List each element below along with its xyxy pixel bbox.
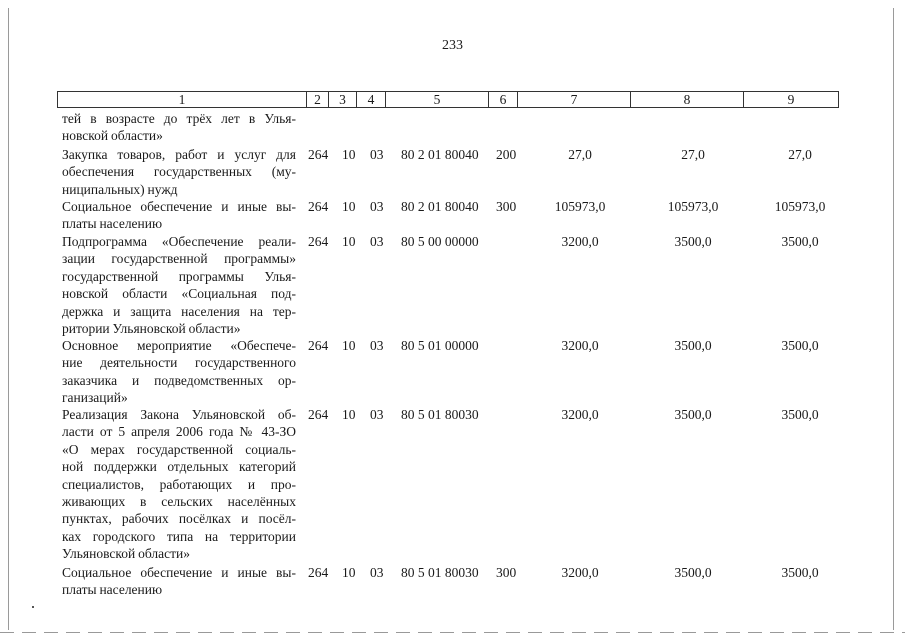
cell-c5: 80 5 01 80030 [401, 407, 479, 422]
description-line: Закупка товаров, работ и услуг для [62, 147, 296, 162]
description-line: ние деятельности государственного [62, 355, 296, 371]
bottom-edge [0, 632, 905, 633]
cell-c2: 264 [308, 147, 329, 162]
cell-c7: 3200,0 [561, 565, 599, 580]
cell-c5: 80 5 01 00000 [401, 338, 479, 353]
description-line: обеспечения государственных (му- [62, 164, 296, 180]
cell-c3: 10 [342, 147, 356, 162]
description-line: ласти от 5 апреля 2006 года № 43-ЗО [62, 424, 296, 440]
cell-c3: 10 [342, 338, 356, 353]
cell-c6: 300 [496, 199, 517, 214]
description-line: зации государственной программы» [62, 251, 296, 267]
description-line: ниципальных) нужд [62, 181, 178, 197]
description-line: Социальное обеспечение и иные вы- [62, 199, 296, 214]
cell-c4: 03 [370, 565, 384, 580]
row-description [62, 337, 296, 407]
cell-c3: 10 [342, 199, 356, 214]
cell-c8: 105973,0 [667, 199, 719, 214]
cell-c4: 03 [370, 407, 384, 422]
description-line: заказчика и подведомственных ор- [62, 372, 296, 388]
cell-c5: 80 2 01 80040 [401, 199, 479, 214]
header-col-7: 7 [518, 92, 631, 107]
cell-c2: 264 [308, 565, 329, 580]
header-col-4: 4 [357, 92, 386, 107]
cell-c9: 3500,0 [781, 407, 819, 422]
description-line: держка и защита населения на тер- [62, 303, 296, 319]
cell-c4: 03 [370, 234, 384, 249]
description-line: Ульяновской области» [62, 546, 191, 562]
description-line: специалистов, работающих и про- [62, 476, 296, 492]
cell-c9: 105973,0 [774, 199, 826, 214]
cell-c5: 80 5 01 80030 [401, 565, 479, 580]
header-col-6: 6 [489, 92, 518, 107]
cell-c9: 27,0 [788, 147, 812, 162]
cell-c6: 200 [496, 147, 517, 162]
description-line: новской области» [62, 128, 163, 144]
header-col-3: 3 [329, 92, 357, 107]
header-col-1: 1 [58, 92, 307, 107]
cell-c9: 3500,0 [781, 338, 819, 353]
description-line: ритории Ульяновской области» [62, 321, 241, 337]
cell-c2: 264 [308, 199, 329, 214]
table-header [57, 91, 839, 108]
cell-c8: 3500,0 [674, 338, 712, 353]
description-line: тей в возрасте до трёх лет в Улья- [62, 111, 296, 126]
cell-c4: 03 [370, 147, 384, 162]
description-line: государственной программы Улья- [62, 268, 296, 284]
description-line: ках городского типа на территории [62, 528, 296, 544]
description-line: пунктах, рабочих посёлках и посёл- [62, 511, 296, 527]
description-line: ганизаций» [62, 390, 128, 406]
cell-c3: 10 [342, 565, 356, 580]
row-description [62, 564, 296, 599]
row-description [62, 198, 296, 233]
cell-c6: 300 [496, 565, 517, 580]
cell-c7: 3200,0 [561, 407, 599, 422]
cell-c7: 3200,0 [561, 338, 599, 353]
cell-c5: 80 5 00 00000 [401, 234, 479, 249]
row-description [62, 110, 296, 145]
description-line: Реализация Закона Ульяновской об- [62, 407, 296, 422]
cell-c4: 03 [370, 338, 384, 353]
cell-c8: 3500,0 [674, 407, 712, 422]
description-line: Социальное обеспечение и иные вы- [62, 565, 296, 580]
description-line: «О мерах государственной социаль- [62, 441, 296, 457]
description-line: Основное мероприятие «Обеспече- [62, 338, 296, 353]
cell-c3: 10 [342, 407, 356, 422]
description-line: ной поддержки отдельных категорий [62, 459, 296, 475]
cell-c2: 264 [308, 234, 329, 249]
cell-c7: 3200,0 [561, 234, 599, 249]
cell-c2: 264 [308, 338, 329, 353]
header-col-9: 9 [787, 92, 795, 107]
cell-c8: 27,0 [681, 147, 705, 162]
cell-c8: 3500,0 [674, 565, 712, 580]
page-number: 233 [442, 38, 463, 53]
cell-c7: 105973,0 [554, 199, 606, 214]
row-description [62, 406, 296, 563]
header-col-5: 5 [386, 92, 489, 107]
description-line: платы населению [62, 582, 163, 598]
cell-c9: 3500,0 [781, 565, 819, 580]
description-line: живающих в сельских населённых [62, 494, 296, 510]
cell-c7: 27,0 [568, 147, 592, 162]
header-col-8: 8 [631, 92, 744, 107]
header-col-2: 2 [307, 92, 329, 107]
description-line: Подпрограмма «Обеспечение реали- [62, 234, 296, 249]
row-description [62, 233, 296, 337]
cell-c3: 10 [342, 234, 356, 249]
scan-speck [32, 606, 34, 608]
cell-c2: 264 [308, 407, 329, 422]
cell-c8: 3500,0 [674, 234, 712, 249]
cell-c4: 03 [370, 199, 384, 214]
description-line: платы населению [62, 216, 163, 232]
description-line: новской области «Социальная под- [62, 286, 296, 302]
cell-c5: 80 2 01 80040 [401, 147, 479, 162]
row-description [62, 146, 296, 198]
cell-c9: 3500,0 [781, 234, 819, 249]
